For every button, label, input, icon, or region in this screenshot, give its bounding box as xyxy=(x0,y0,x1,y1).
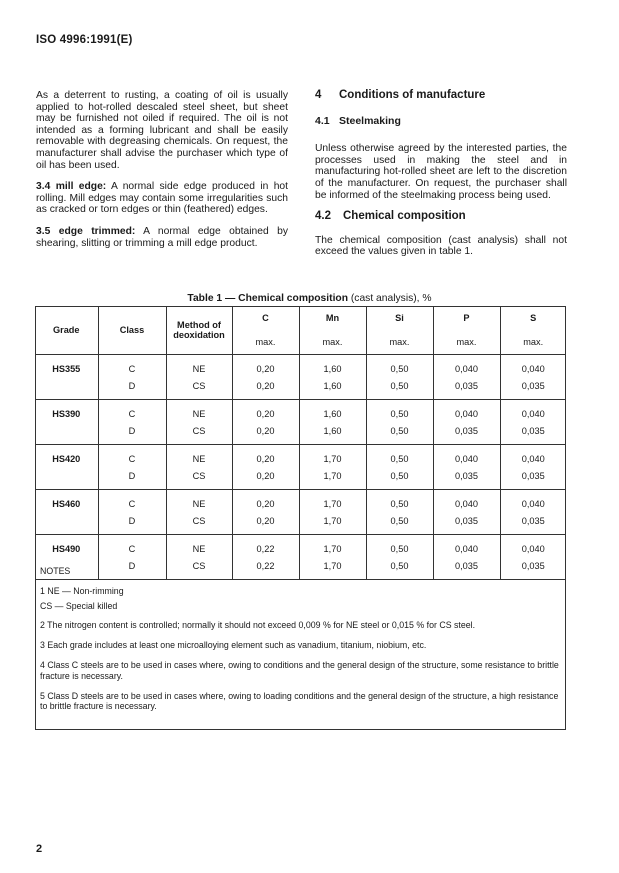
document-header: ISO 4996:1991(E) xyxy=(36,34,133,46)
value-cell: 1,60 xyxy=(299,360,366,377)
value-cell: 0,20 xyxy=(232,405,299,422)
value-cell: 0,040 xyxy=(500,450,566,467)
table-row xyxy=(35,405,566,422)
header-max: max. xyxy=(433,330,500,355)
table-caption xyxy=(0,293,619,304)
value-cell: 1,70 xyxy=(299,495,366,512)
value-cell: 0,035 xyxy=(500,422,566,439)
table-notes xyxy=(40,566,560,719)
clause-3-5 xyxy=(36,226,288,249)
class-cell: D xyxy=(98,512,166,529)
value-cell: 0,035 xyxy=(500,512,566,529)
section-4-2-heading xyxy=(315,211,567,223)
method-cell: NE xyxy=(166,405,232,422)
method-cell: CS xyxy=(166,377,232,394)
table-row xyxy=(35,467,566,484)
class-cell: C xyxy=(98,540,166,557)
value-cell: 1,70 xyxy=(299,450,366,467)
value-cell: 1,60 xyxy=(299,422,366,439)
value-cell: 0,035 xyxy=(433,377,500,394)
header-max: max. xyxy=(232,330,299,355)
class-cell: D xyxy=(98,422,166,439)
header-max: max. xyxy=(366,330,433,355)
table-caption-title: Table 1 — Chemical composition xyxy=(187,293,349,304)
header-element-c: C xyxy=(232,306,299,330)
grade-cell: HS460 xyxy=(52,499,81,509)
section-4-1-number: 4.1 xyxy=(315,114,330,127)
header-grade: Grade xyxy=(35,306,98,355)
class-cell: C xyxy=(98,405,166,422)
value-cell: 0,035 xyxy=(500,377,566,394)
value-cell: 0,50 xyxy=(366,405,433,422)
grade-cell: HS355 xyxy=(52,364,81,374)
note-3: 3 Each grade includes at least one microalloying element such as vanadium, titanium, niobium, etc. xyxy=(40,640,427,651)
value-cell: 0,20 xyxy=(232,512,299,529)
value-cell: 0,50 xyxy=(366,450,433,467)
method-cell: CS xyxy=(166,422,232,439)
value-cell: 0,22 xyxy=(232,557,299,574)
note-5: 5 Class D steels are to be used in cases where, owing to loading conditions and the general design of the structure, a high resistance to brittle fracture is necessary. xyxy=(40,690,559,712)
header-method: Method of deoxidation xyxy=(166,306,232,355)
class-cell: C xyxy=(98,495,166,512)
left-column xyxy=(36,90,288,259)
grade-cell: HS390 xyxy=(52,409,81,419)
value-cell: 1,70 xyxy=(299,540,366,557)
value-cell: 0,040 xyxy=(433,360,500,377)
class-cell: D xyxy=(98,467,166,484)
value-cell: 0,50 xyxy=(366,422,433,439)
method-cell: CS xyxy=(166,467,232,484)
value-cell: 0,040 xyxy=(500,405,566,422)
clause-3-4 xyxy=(36,181,288,216)
value-cell: 0,040 xyxy=(433,540,500,557)
value-cell: 0,035 xyxy=(433,467,500,484)
value-cell: 0,20 xyxy=(232,450,299,467)
section-4-number: 4 xyxy=(315,89,322,101)
table-row xyxy=(35,512,566,529)
grade-cell: HS490 xyxy=(52,544,81,554)
class-cell: D xyxy=(98,557,166,574)
note-2: 2 The nitrogen content is controlled; normally it should not exceed 0,009 % for NE steel or 0,015 % for CS steel. xyxy=(40,620,476,631)
clause-3-4-text: A normal side edge produced in hot rolling. Mill edges may contain some irregularities such as cracked or torn edges or thin (feathered) edges. xyxy=(36,181,289,216)
clause-3-4-term: mill edge: xyxy=(55,181,107,193)
steelmaking-paragraph: Unless otherwise agreed by the interested parties, the processes used in making the steel and in manufacturing hot-rolled sheet are left to the discretion of the manufacturer. On request, the purchaser shall be informed of the steelmaking process being used. xyxy=(315,143,567,201)
value-cell: 0,20 xyxy=(232,360,299,377)
class-cell: C xyxy=(98,360,166,377)
value-cell: 0,040 xyxy=(433,450,500,467)
method-cell: NE xyxy=(166,540,232,557)
header-element-mn: Mn xyxy=(299,306,366,330)
method-cell: CS xyxy=(166,557,232,574)
value-cell: 0,50 xyxy=(366,557,433,574)
header-class: Class xyxy=(98,306,166,355)
value-cell: 0,035 xyxy=(500,467,566,484)
value-cell: 0,50 xyxy=(366,495,433,512)
section-4-1-heading xyxy=(315,116,567,128)
chemical-composition-table xyxy=(35,306,566,580)
note-1b: CS — Special killed xyxy=(40,600,118,611)
value-cell: 0,20 xyxy=(232,422,299,439)
value-cell: 0,50 xyxy=(366,540,433,557)
value-cell: 0,035 xyxy=(433,557,500,574)
note-4: 4 Class C steels are to be used in cases where, owing to conditions and the general design of the structure, some resistance to brittle fracture is necessary. xyxy=(40,659,559,681)
value-cell: 0,50 xyxy=(366,512,433,529)
class-cell: D xyxy=(98,377,166,394)
class-cell: C xyxy=(98,450,166,467)
value-cell: 0,040 xyxy=(500,360,566,377)
value-cell: 1,70 xyxy=(299,467,366,484)
value-cell: 0,22 xyxy=(232,540,299,557)
table-row xyxy=(35,360,566,377)
header-element-p: P xyxy=(433,306,500,330)
oil-coating-paragraph: As a deterrent to rusting, a coating of oil is usually applied to hot-rolled descaled steel sheet, but sheet may be furnished not oiled if required. The oil is not intended as a forming lubricant and shall be easily removable with degreasing chemicals. On request, the manufacturer shall advise the purchaser which type of oil has been used. xyxy=(36,90,288,171)
table-row xyxy=(35,495,566,512)
header-max: max. xyxy=(299,330,366,355)
section-4-2-number: 4.2 xyxy=(315,210,331,223)
table-row xyxy=(35,422,566,439)
header-max: max. xyxy=(500,330,566,355)
page-number: 2 xyxy=(36,843,43,855)
clause-3-5-text: A normal edge obtained by shearing, slitting or trimming a mill edge product. xyxy=(36,225,288,249)
value-cell: 1,60 xyxy=(299,405,366,422)
header-element-si: Si xyxy=(366,306,433,330)
note-1a: 1 NE — Non-rimming xyxy=(40,585,124,596)
table-row xyxy=(35,540,566,557)
value-cell: 0,50 xyxy=(366,467,433,484)
value-cell: 1,70 xyxy=(299,557,366,574)
table-row xyxy=(35,450,566,467)
value-cell: 0,035 xyxy=(500,557,566,574)
section-4-1-title: Steelmaking xyxy=(339,114,401,127)
value-cell: 1,70 xyxy=(299,512,366,529)
table-caption-subtitle: (cast analysis), % xyxy=(348,293,432,304)
grade-cell: HS420 xyxy=(52,454,81,464)
method-cell: CS xyxy=(166,512,232,529)
value-cell: 0,040 xyxy=(500,540,566,557)
value-cell: 0,040 xyxy=(433,495,500,512)
section-4-2-title: Chemical composition xyxy=(343,210,466,223)
value-cell: 0,20 xyxy=(232,467,299,484)
clause-3-5-term: edge trimmed: xyxy=(58,225,136,237)
right-column xyxy=(315,90,567,268)
clause-3-5-number: 3.5 xyxy=(36,225,51,237)
header-element-s: S xyxy=(500,306,566,330)
value-cell: 1,60 xyxy=(299,377,366,394)
value-cell: 0,040 xyxy=(433,405,500,422)
method-cell: NE xyxy=(166,360,232,377)
value-cell: 0,50 xyxy=(366,377,433,394)
chemical-composition-paragraph: The chemical composition (cast analysis) shall not exceed the values given in table 1. xyxy=(315,234,567,258)
value-cell: 0,035 xyxy=(433,422,500,439)
value-cell: 0,20 xyxy=(232,377,299,394)
value-cell: 0,20 xyxy=(232,495,299,512)
method-cell: NE xyxy=(166,495,232,512)
value-cell: 0,035 xyxy=(433,512,500,529)
table-row xyxy=(35,377,566,394)
notes-title: NOTES xyxy=(40,566,71,576)
section-4-heading xyxy=(315,90,567,102)
method-cell: NE xyxy=(166,450,232,467)
value-cell: 0,040 xyxy=(500,495,566,512)
value-cell: 0,50 xyxy=(366,360,433,377)
section-4-title: Conditions of manufacture xyxy=(339,89,486,101)
clause-3-4-number: 3.4 xyxy=(36,181,51,193)
